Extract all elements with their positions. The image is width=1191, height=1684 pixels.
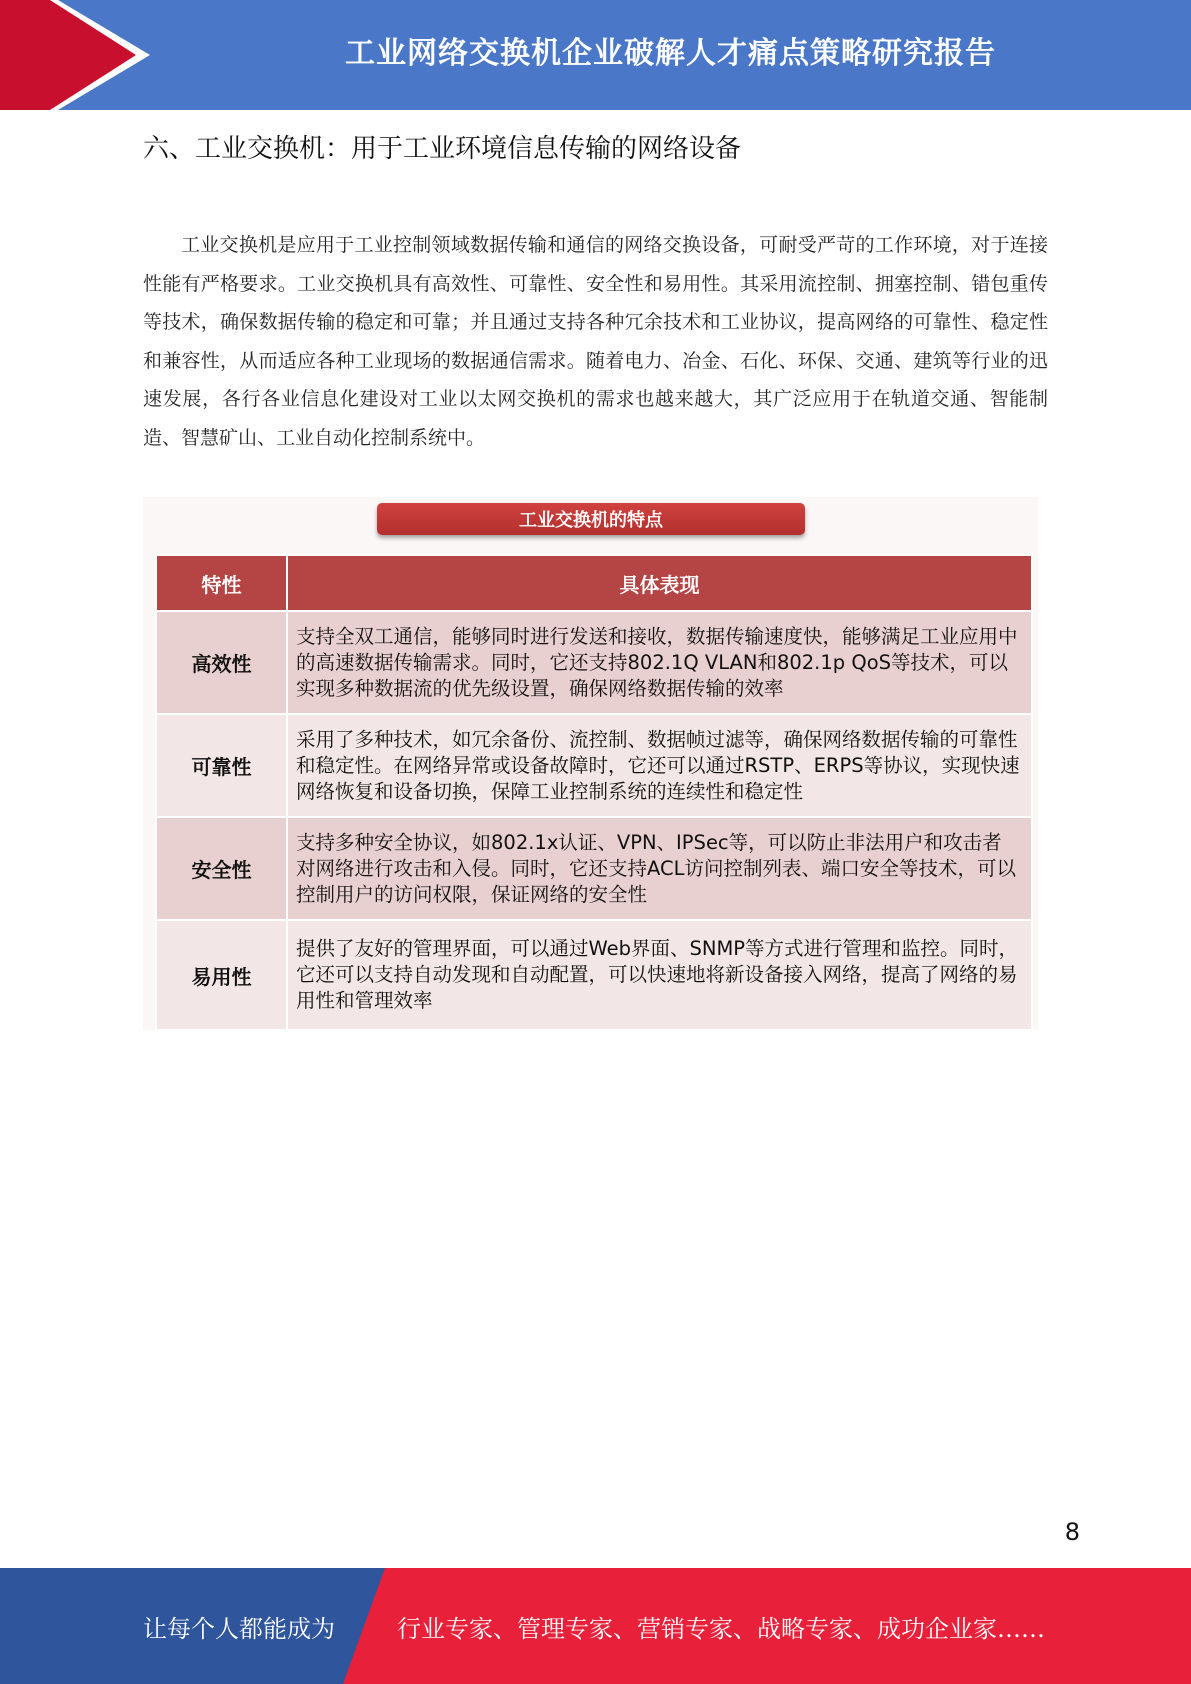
feature-cell: 可靠性 (156, 714, 287, 817)
section-heading: 六、工业交换机：用于工业环境信息传输的网络设备 (143, 134, 742, 164)
figure-title: 工业交换机的特点 (377, 503, 805, 535)
detail-cell: 提供了友好的管理界面，可以通过Web界面、SNMP等方式进行管理和监控。同时，它还可以支持自动发现和自动配置，可以快速地将新设备接入网络，提高了网络的易用性和管理效率 (287, 920, 1032, 1030)
table-row (156, 920, 1032, 1030)
table-row (156, 714, 1032, 817)
page-number: 8 (1064, 1518, 1080, 1546)
footer-slogan-right: 行业专家、管理专家、营销专家、战略专家、成功企业家…… (397, 1614, 1045, 1643)
report-title: 工业网络交换机企业破解人才痛点策略研究报告 (345, 36, 996, 71)
detail-cell: 采用了多种技术，如冗余备份、流控制、数据帧过滤等，确保网络数据传输的可靠性和稳定性。在网络异常或设备故障时，它还可以通过RSTP、ERPS等协议，实现快速网络恢复和设备切换，保障工业控制系统的连续性和稳定性 (287, 714, 1032, 817)
feature-cell: 高效性 (156, 611, 287, 714)
feature-table-figure (143, 497, 1038, 1030)
table-row (156, 817, 1032, 920)
detail-cell: 支持多种安全协议，如802.1x认证、VPN、IPSec等，可以防止非法用户和攻击者对网络进行攻击和入侵。同时，它还支持ACL访问控制列表、端口安全等技术，可以控制用户的访问权限，保证网络的安全性 (287, 817, 1032, 920)
table-row (156, 611, 1032, 714)
table-wrap (155, 554, 1031, 1031)
table-header-row (156, 555, 1032, 611)
footer-slogan-left: 让每个人都能成为 (143, 1614, 335, 1643)
header-arrow-decoration (0, 0, 150, 110)
feature-cell: 安全性 (156, 817, 287, 920)
detail-cell: 支持全双工通信，能够同时进行发送和接收，数据传输速度快，能够满足工业应用中的高速数据传输需求。同时，它还支持802.1Q VLAN和802.1p QoS等技术，可以实现多种数据流的优先级设置，确保网络数据传输的效率 (287, 611, 1032, 714)
header-band (0, 0, 1191, 110)
column-header-detail: 具体表现 (287, 555, 1032, 611)
feature-cell: 易用性 (156, 920, 287, 1030)
feature-table (155, 554, 1033, 1031)
intro-paragraph: 工业交换机是应用于工业控制领域数据传输和通信的网络交换设备，可耐受严苛的工作环境，对于连接性能有严格要求。工业交换机具有高效性、可靠性、安全性和易用性。其采用流控制、拥塞控制、错包重传等技术，确保数据传输的稳定和可靠；并且通过支持各种冗余技术和工业协议，提高网络的可靠性、稳定性和兼容性，从而适应各种工业现场的数据通信需求。随着电力、冶金、石化、环保、交通、建筑等行业的迅速发展，各行各业信息化建设对工业以太网交换机的需求也越来越大，其广泛应用于在轨道交通、智能制造、智慧矿山、工业自动化控制系统中。 (143, 234, 1048, 449)
column-header-feature: 特性 (156, 555, 287, 611)
footer-band (0, 1568, 1191, 1684)
